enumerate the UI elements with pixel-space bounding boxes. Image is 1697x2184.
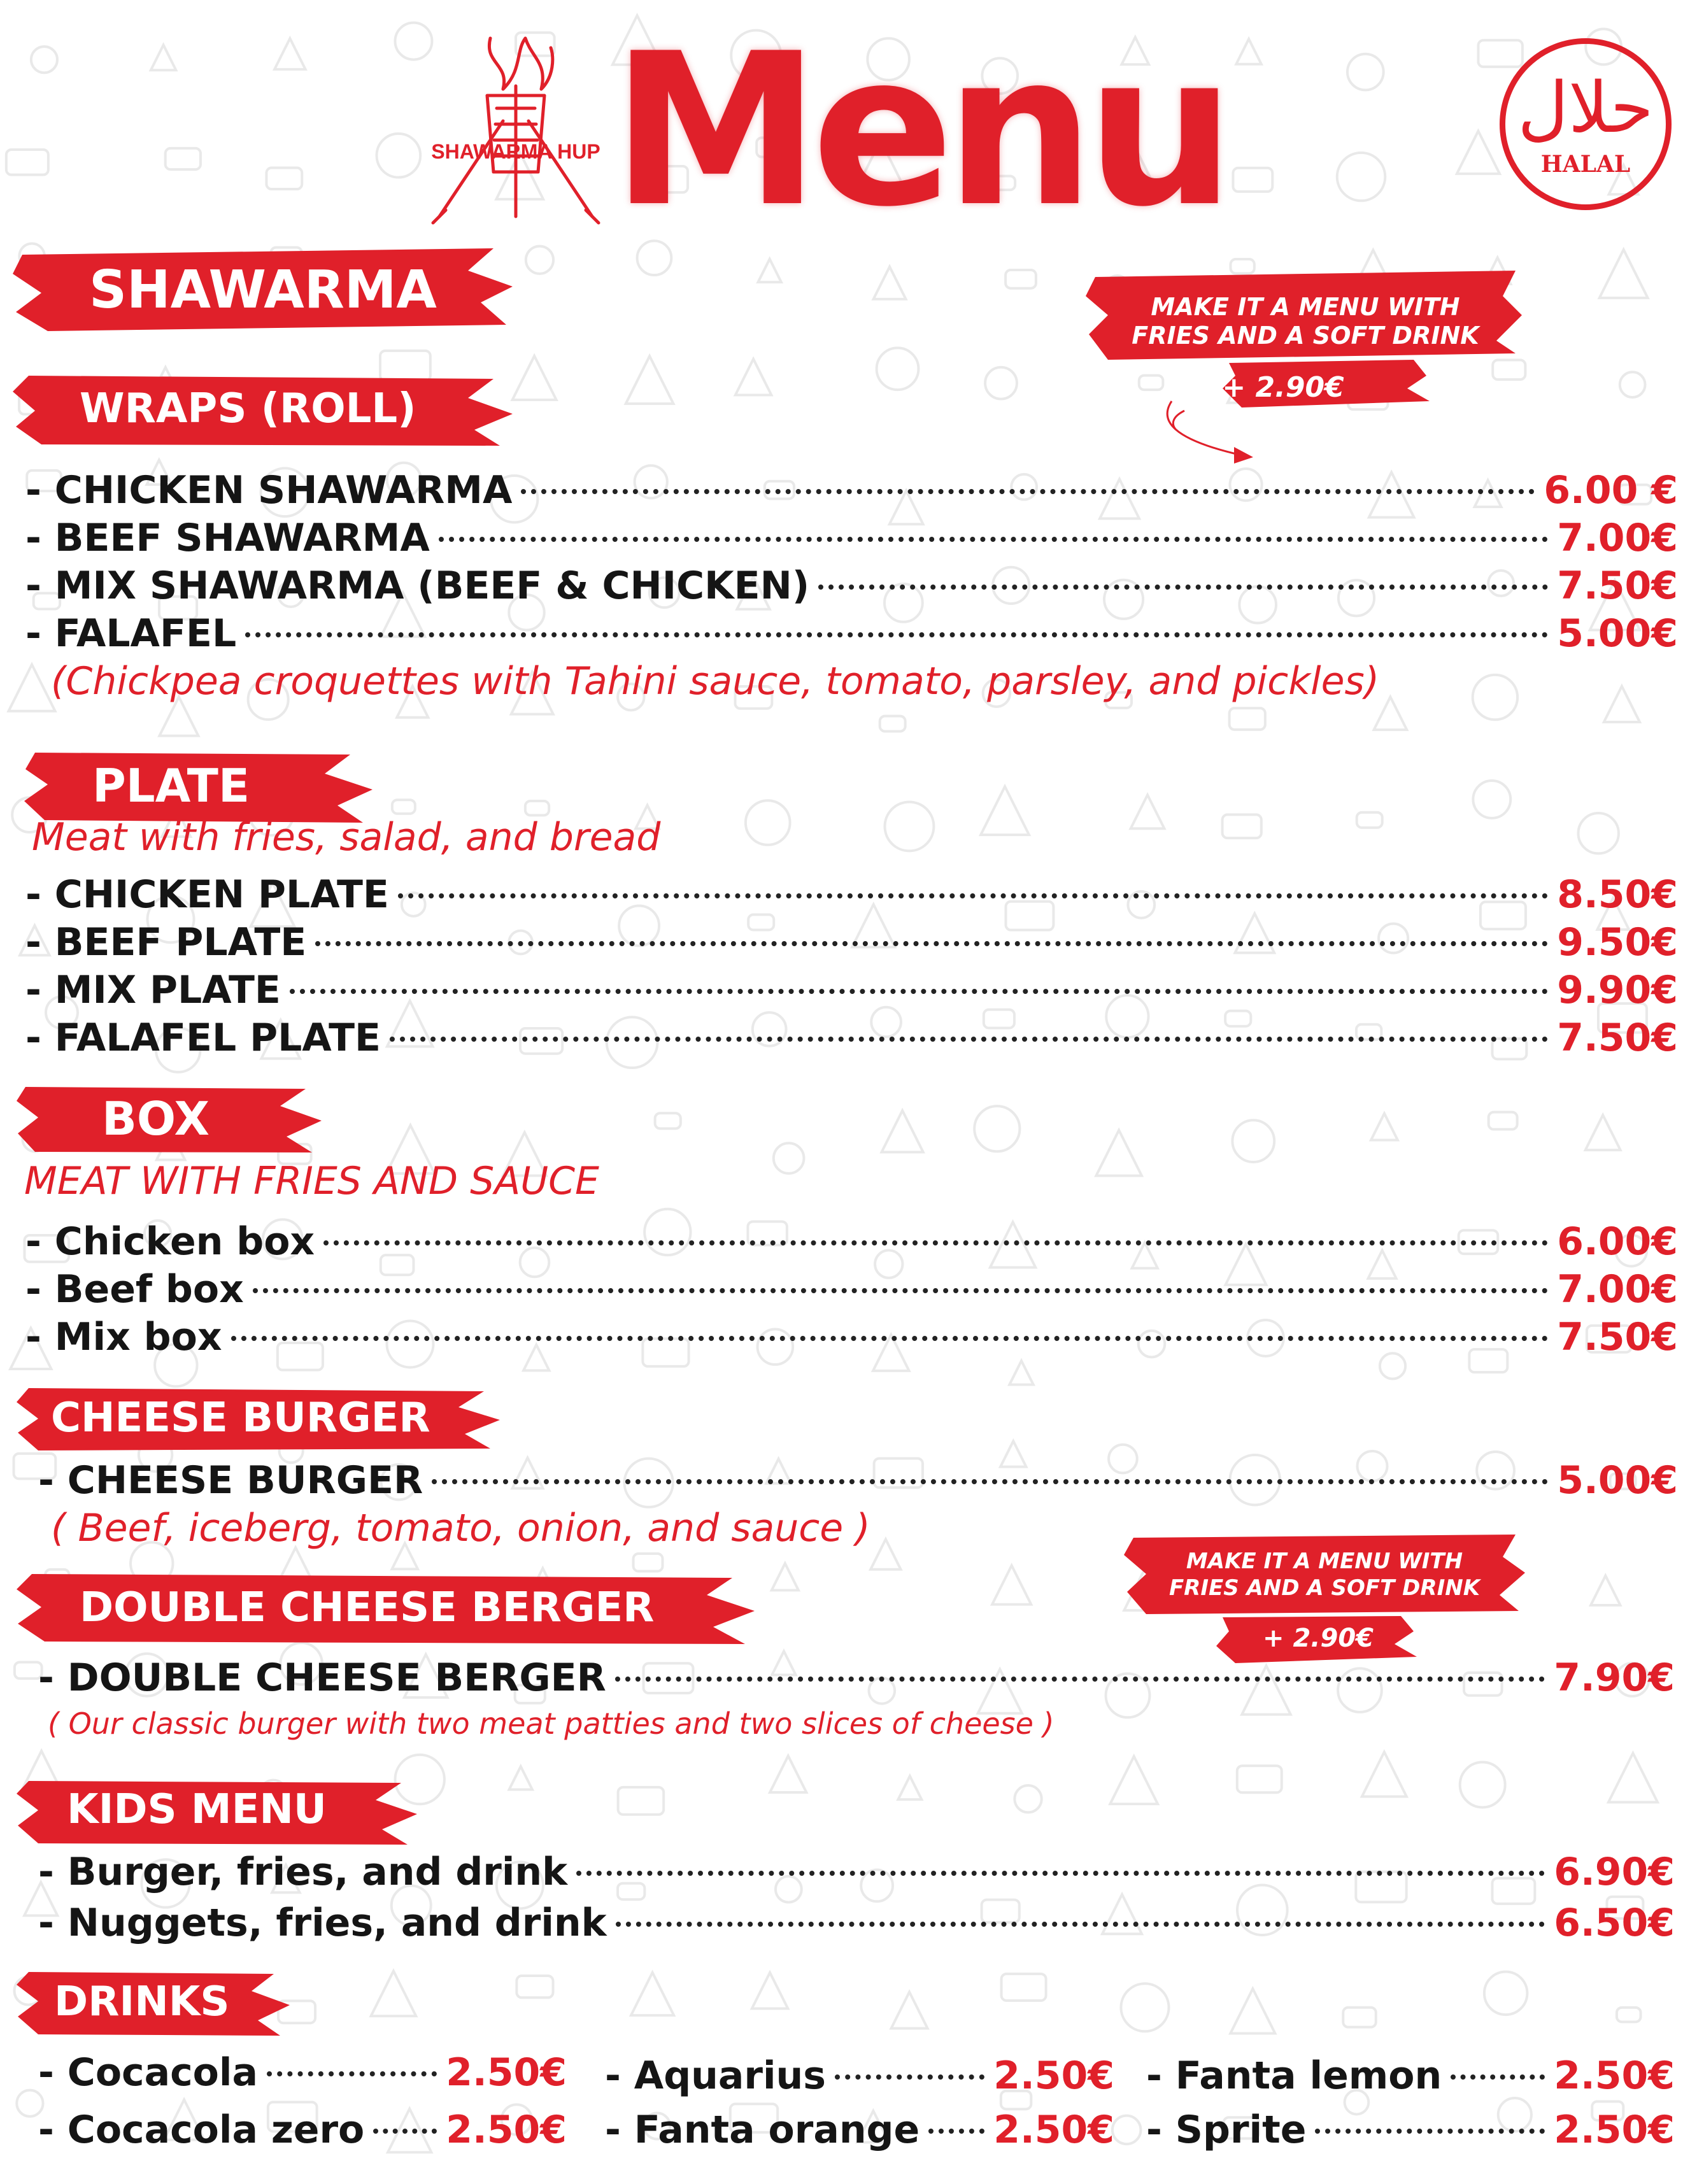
item-price: 7.50€ (1557, 564, 1678, 608)
doodle-shape (9, 665, 55, 711)
item-name: - BEEF SHAWARMA (25, 516, 430, 560)
halal-badge (1500, 38, 1672, 210)
doodle-shape (1121, 1983, 1168, 2031)
drink-item (38, 2108, 567, 2152)
dotted-leader (290, 989, 1548, 994)
item-description: ( Beef, iceberg, tomato, onion, and sauce ) (51, 1506, 870, 1550)
section-banner-cheese-burger (13, 1382, 503, 1455)
doodle-shape (1617, 2008, 1641, 2022)
item-price: 6.50€ (1554, 1901, 1675, 1945)
section-title-kids: KIDS MENU (67, 1786, 327, 1833)
doodle-shape (631, 1973, 674, 2015)
doodle-shape (1473, 781, 1510, 818)
section-banner-double-cheese (13, 1566, 758, 1649)
dotted-leader (928, 2129, 984, 2134)
dotted-leader (390, 1037, 1548, 1042)
dotted-leader (231, 1336, 1549, 1341)
doodle-shape (1457, 131, 1500, 174)
item-price: 2.50€ (446, 2108, 567, 2152)
doodle-shape (1230, 708, 1265, 730)
doodle-shape (870, 1539, 900, 1569)
doodle-shape (1009, 1361, 1033, 1384)
item-price: 9.90€ (1557, 968, 1678, 1012)
promo-menu-upgrade-burger (1121, 1522, 1528, 1675)
doodle-shape (1110, 1756, 1158, 1804)
doodle-shape (1230, 1989, 1275, 2033)
menu-item (25, 1219, 1678, 1264)
item-name: - Fanta orange (605, 2108, 920, 2152)
section-banner-wraps (10, 369, 519, 452)
doodle-shape (877, 348, 919, 390)
dotted-leader (398, 893, 1548, 898)
doodle-shape (1337, 153, 1385, 201)
doodle-shape (516, 1976, 553, 1997)
doodle-shape (1460, 1762, 1505, 1808)
halal-arabic-text: حلال (1517, 67, 1654, 148)
item-price: 7.50€ (1557, 1315, 1678, 1359)
section-subtitle-plate: Meat with fries, salad, and bread (32, 815, 661, 860)
drink-item (605, 2053, 1114, 2098)
promo-line-2: FRIES AND A SOFT DRINK (1132, 322, 1479, 350)
item-name: - Burger, fries, and drink (38, 1850, 568, 1894)
menu-item (25, 1016, 1678, 1060)
section-subtitle-box: MEAT WITH FRIES AND SAUCE (24, 1159, 599, 1203)
doodle-shape (758, 259, 781, 282)
menu-item (25, 872, 1678, 917)
dotted-leader (439, 537, 1548, 542)
section-banner-shawarma (10, 242, 519, 337)
item-price: 7.50€ (1557, 1016, 1678, 1060)
item-name: - Fanta lemon (1146, 2053, 1442, 2098)
brand-name: SHAWARMA HUP (431, 140, 600, 163)
page-title: Menu (611, 8, 1227, 253)
doodle-shape (1232, 1120, 1274, 1162)
dotted-leader (835, 2074, 984, 2080)
dotted-leader (1451, 2074, 1545, 2080)
item-name: - Chicken box (25, 1219, 315, 1264)
doodle-shape (1131, 795, 1165, 828)
doodle-shape (618, 1787, 664, 1815)
doodle-shape (1362, 1752, 1407, 1796)
doodle-shape (992, 1566, 1031, 1605)
dotted-leader (1315, 2129, 1545, 2134)
doodle-shape (266, 168, 302, 189)
item-price: 2.50€ (1554, 2108, 1675, 2152)
dotted-leader (267, 2071, 437, 2076)
doodle-shape (151, 45, 176, 70)
doodle-shape (1357, 812, 1382, 828)
doodle-shape (525, 801, 549, 815)
doodle-shape (31, 46, 57, 73)
drink-item (605, 2108, 1114, 2152)
item-price: 5.00€ (1557, 611, 1678, 656)
halal-label: HALAL (1540, 151, 1631, 178)
promo-line-1: MAKE IT A MENU WITH (1151, 293, 1460, 321)
menu-item (25, 516, 1678, 560)
promo-line-2: FRIES AND A SOFT DRINK (1168, 1575, 1480, 1601)
doodle-shape (1014, 1785, 1041, 1812)
doodle-shape (1478, 40, 1522, 67)
section-banner-drinks (13, 1964, 293, 2041)
dotted-leader (521, 489, 1535, 494)
doodle-shape (1223, 814, 1261, 838)
item-price: 2.50€ (993, 2053, 1114, 2098)
item-price: 6.00 € (1544, 468, 1678, 513)
item-name: - CHICKEN SHAWARMA (25, 468, 513, 513)
doodle-shape (880, 716, 905, 732)
dotted-leader (616, 1922, 1545, 1927)
item-price: 2.50€ (1554, 2053, 1675, 2098)
section-title-double-cheese: DOUBLE CHEESE BERGER (80, 1584, 655, 1631)
section-banner-box (13, 1079, 325, 1159)
doodle-shape (772, 1563, 799, 1590)
doodle-shape (1343, 2008, 1376, 2027)
menu-item (25, 968, 1678, 1012)
doodle-shape (774, 1143, 804, 1174)
dotted-leader (818, 585, 1548, 590)
doodle-shape (1371, 1114, 1398, 1140)
item-description: ( Our classic burger with two meat patties and two slices of cheese ) (48, 1706, 1054, 1741)
item-name: - Aquarius (605, 2053, 826, 2098)
doodle-shape (392, 800, 415, 814)
doodle-shape (6, 150, 48, 175)
doodle-shape (1002, 1974, 1046, 2001)
item-price: 8.50€ (1557, 872, 1678, 917)
dotted-leader (373, 2129, 437, 2134)
doodle-shape (746, 800, 790, 845)
drink-item (1146, 2053, 1675, 2098)
item-price: 5.00€ (1557, 1458, 1678, 1503)
section-title-plate: PLATE (92, 759, 250, 812)
drink-item (1146, 2108, 1675, 2152)
doodle-shape (1237, 1766, 1282, 1792)
doodle-shape (884, 802, 934, 851)
menu-item (25, 564, 1678, 608)
item-name: - Beef box (25, 1267, 244, 1312)
promo-price: + 2.90€ (1263, 1624, 1374, 1653)
item-price: 7.00€ (1557, 516, 1678, 560)
item-name: - BEEF PLATE (25, 920, 307, 965)
dotted-leader (323, 1240, 1548, 1245)
menu-item (38, 1458, 1678, 1503)
doodle-shape (974, 1106, 1019, 1151)
dotted-leader (315, 941, 1548, 946)
doodle-shape (752, 1973, 788, 2009)
doodle-shape (898, 1776, 921, 1799)
doodle-shape (1586, 1115, 1621, 1150)
item-name: - Mix box (25, 1315, 222, 1359)
section-title-wraps: WRAPS (ROLL) (80, 385, 416, 432)
item-name: - MIX PLATE (25, 968, 281, 1012)
promo-line-1: MAKE IT A MENU WITH (1186, 1549, 1463, 1574)
doodle-shape (1347, 54, 1384, 90)
doodle-shape (1489, 1112, 1517, 1130)
item-price: 2.50€ (993, 2108, 1114, 2152)
doodle-shape (891, 1992, 928, 2028)
doodle-shape (981, 786, 1029, 835)
menu-item (38, 1656, 1675, 1700)
menu-item (25, 468, 1678, 513)
doodle-shape (735, 359, 772, 395)
item-description: (Chickpea croquettes with Tahini sauce, tomato, parsley, and pickles) (51, 659, 1380, 704)
section-title-drinks: DRINKS (54, 1978, 230, 2025)
section-banner-kids (13, 1773, 420, 1850)
doodle-shape (526, 246, 553, 274)
dotted-leader (432, 1479, 1548, 1484)
section-title-cheese-burger: CHEESE BURGER (51, 1394, 430, 1442)
doodle-shape (626, 356, 674, 404)
menu-item (38, 1850, 1675, 1894)
doodle-shape (166, 148, 201, 169)
doodle-shape (509, 1766, 532, 1789)
doodle-shape (985, 367, 1017, 399)
doodle-shape (1484, 1972, 1527, 2015)
item-name: - Sprite (1146, 2108, 1307, 2152)
doodle-shape (1608, 1753, 1658, 1802)
promo-arrow (1159, 395, 1261, 465)
doodle-shape (1604, 686, 1640, 722)
promo-menu-upgrade-top (1083, 258, 1528, 430)
dotted-leader (576, 1871, 1545, 1876)
item-price: 9.50€ (1557, 920, 1678, 965)
section-title-box: BOX (102, 1092, 210, 1145)
doodle-shape (655, 1113, 681, 1128)
item-price: 7.00€ (1557, 1267, 1678, 1312)
drink-item (38, 2050, 567, 2095)
dotted-leader (253, 1288, 1548, 1293)
promo-price: + 2.90€ (1222, 371, 1344, 404)
item-name: - Cocacola zero (38, 2108, 365, 2152)
doodle-shape (1620, 372, 1645, 397)
doodle-shape (1600, 250, 1648, 298)
doodle-shape (1579, 813, 1619, 853)
item-name: - FALAFEL PLATE (25, 1016, 381, 1060)
doodle-shape (770, 1756, 806, 1792)
doodle-shape (1112, 2116, 1141, 2145)
item-name: - FALAFEL (25, 611, 237, 656)
doodle-shape (1005, 270, 1036, 288)
menu-item (25, 1315, 1678, 1359)
item-price: 6.90€ (1554, 1850, 1675, 1894)
doodle-shape (274, 38, 306, 69)
doodle-shape (1236, 39, 1261, 64)
menu-item (25, 920, 1678, 965)
dotted-leader (245, 632, 1548, 637)
doodle-shape (371, 1971, 416, 2017)
item-name: - MIX SHAWARMA (BEEF & CHICKEN) (25, 564, 810, 608)
doodle-shape (874, 267, 906, 299)
item-price: 6.00€ (1557, 1219, 1678, 1264)
menu-item (25, 1267, 1678, 1312)
shawarma-hup-logo (414, 25, 618, 236)
doodle-shape (882, 1110, 923, 1152)
menu-item (38, 1901, 1675, 1945)
item-name: - CHEESE BURGER (38, 1458, 423, 1503)
doodle-shape (1473, 675, 1517, 720)
item-name: - CHICKEN PLATE (25, 872, 389, 917)
doodle-shape (1591, 1576, 1620, 1605)
item-name: - Cocacola (38, 2050, 258, 2095)
doodle-shape (1233, 168, 1272, 192)
item-name: - Nuggets, fries, and drink (38, 1901, 607, 1945)
menu-item (25, 611, 1678, 656)
doodle-shape (1096, 1130, 1142, 1176)
dotted-leader (615, 1677, 1545, 1682)
item-price: 2.50€ (446, 2050, 567, 2095)
item-price: 7.90€ (1554, 1656, 1675, 1700)
item-name: - DOUBLE CHEESE BERGER (38, 1656, 606, 1700)
section-title-shawarma: SHAWARMA (89, 260, 437, 320)
